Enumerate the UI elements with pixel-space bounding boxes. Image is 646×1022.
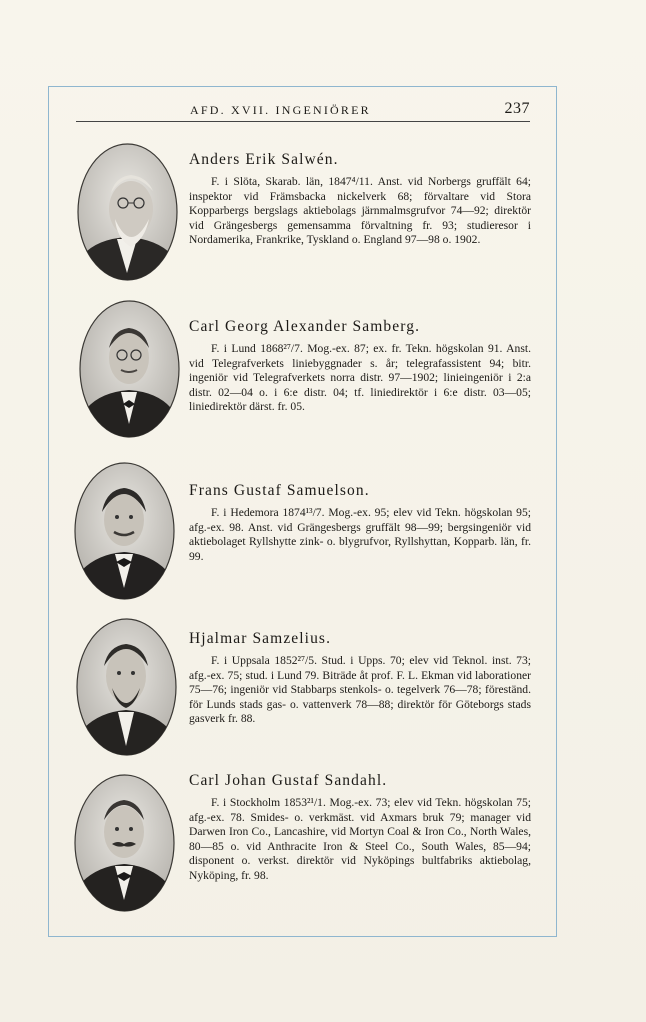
portrait-photo (74, 462, 175, 600)
page-number: 237 (504, 100, 530, 117)
entry-name: Carl Georg Alexander Samberg. (189, 318, 421, 335)
biography-entry (189, 772, 531, 884)
biography-entry (189, 318, 531, 415)
portrait-photo (77, 143, 178, 281)
biography-entry (189, 482, 531, 564)
entry-text: F. i Hedemora 1874¹³/7. Mog.-ex. 95; elev vid Tekn. högskolan 95; afg.-ex. 98. Anst. vid Grängesbergs gruffält 98—99; bergsingeniör vid aktiebolaget Ryllshytte zink- o. blygrufvor, Ryllshyttan, Kopparb. län, fr. 99. (189, 506, 531, 563)
entry-text: F. i Lund 1868²⁷/7. Mog.-ex. 87; ex. fr. Tekn. högskolan 91. Anst. vid Telegrafverkets liniebyggnader s. år; telegrafassistent 94; bitr. ingeniör vid Telegrafverkets norra distr. 97—1902; linieingeniör i 2:a distr. 02—04 o. i 6:e distr. 04; tf. liniedirektör i 6:e distr. 03—05; liniedirektör därst. fr. 05. (189, 342, 531, 414)
header-rule (76, 121, 530, 122)
portrait-photo (76, 618, 177, 756)
entry-name: Frans Gustaf Samuelson. (189, 482, 370, 499)
entry-name: Hjalmar Samzelius. (189, 630, 332, 647)
biography-entry (189, 630, 531, 727)
section-title: AFD. XVII. INGENIÖRER (190, 103, 371, 117)
entry-name: Anders Erik Salwén. (189, 151, 339, 168)
portrait-photo (79, 300, 180, 438)
portrait-photo (74, 774, 175, 912)
entry-text: F. i Slöta, Skarab. län, 1847⁴/11. Anst. vid Norbergs gruffält 64; inspektor vid Främsbacka nickelverk 68; förvaltare vid Stora Kopparbergs bergslags aktiebolags järnmalmsgrufvor 74—92; direktör vid Grängesbergs gemensamma förvaltning fr. 93; studieresor i Nordamerika, Frankrike, Tyskland o. England 97—98 o. 1902. (189, 175, 531, 247)
running-head (190, 101, 530, 121)
entry-text: F. i Stockholm 1853²¹/1. Mog.-ex. 73; elev vid Tekn. högskolan 75; afg.-ex. 78. Smides- o. verkmäst. vid Axmars bruk 79; manager vid Darwen Iron Co., Lancashire, vid Mortyn Coal & Iron Co., North Wales, 80—85 o. vid Anthracite Iron & Steel Co., South Wales, 85—94; disponent o. verkst. direktör vid Nyköpings bultfabriks aktiebolag, Nyköping, fr. 98. (189, 796, 531, 882)
entry-name: Carl Johan Gustaf Sandahl. (189, 772, 388, 789)
entry-text: F. i Uppsala 1852²⁷/5. Stud. i Upps. 70; elev vid Teknol. inst. 73; afg.-ex. 75; stud. i Lund 79. Biträde åt prof. F. L. Ekman vid laborationer 75—76; ingeniör vid Stabbarps stenkols- o. tegelverk 76—78; föreständ. för Lunds stads gas- o. vattenverk 78—88; direktör för Göteborgs stads gasverk fr. 88. (189, 654, 531, 726)
biography-entry (189, 151, 531, 248)
